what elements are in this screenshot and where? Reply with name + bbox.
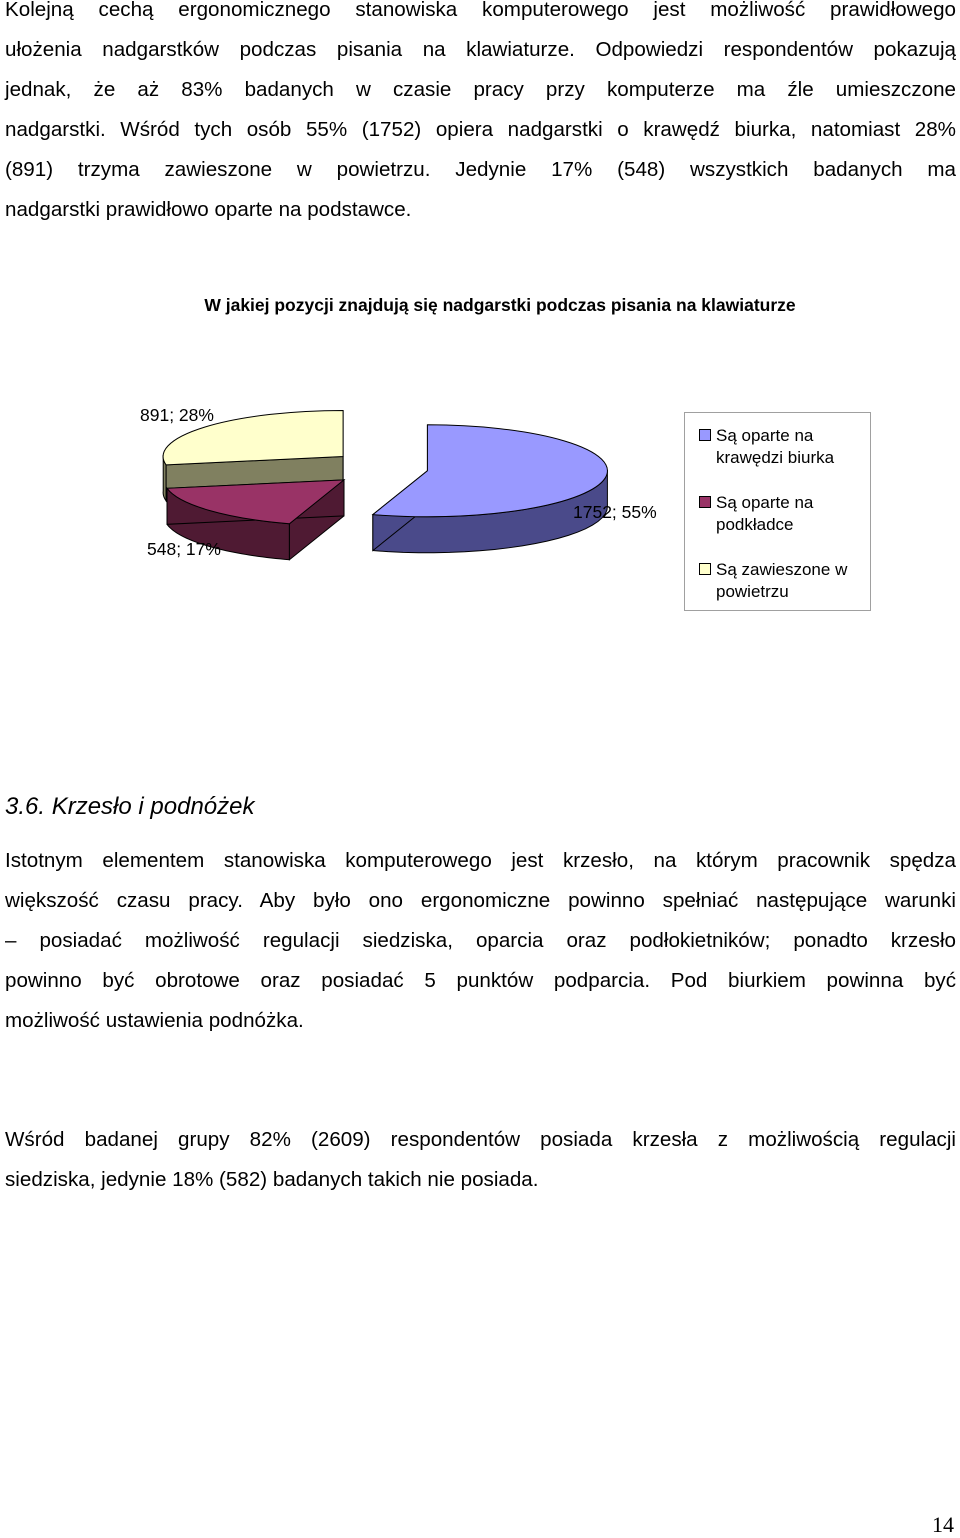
text-line: nadgarstki. Wśród tych osób 55% (1752) opiera nadgarstki o krawędź biurka, natomiast 28% xyxy=(5,118,956,141)
chart-title: W jakiej pozycji znajdują się nadgarstki podczas pisania na klawiaturze xyxy=(204,295,796,315)
text-line: ułożenia nadgarstków podczas pisania na klawiaturze. Odpowiedzi respondentów pokazują xyxy=(5,38,956,61)
text-line: (891) trzyma zawieszone w powietrzu. Jedynie 17% (548) wszystkich badanych ma xyxy=(5,158,956,181)
text-line: Istotnym elementem stanowiska komputerowego jest krzesło, na którym pracownik spędza xyxy=(5,849,956,872)
legend-label: Są oparte na krawędzi biurka xyxy=(716,426,835,467)
text-line: większość czasu pracy. Aby było ono ergonomiczne powinno spełniać następujące warunki xyxy=(5,889,956,912)
legend-swatch xyxy=(699,429,711,441)
page-number: 14 xyxy=(932,1512,954,1537)
text-line: – posiadać możliwość regulacji siedziska, oparcia oraz podłokietników; ponadto krzesło xyxy=(5,929,956,952)
data-label-desk-edge: 1752; 55% xyxy=(573,502,657,522)
legend-swatch xyxy=(699,563,711,575)
legend-label: Są oparte na podkładce xyxy=(716,493,814,534)
text-line: jednak, że aż 83% badanych w czasie pracy przy komputerze ma źle umieszczone xyxy=(5,78,956,101)
text-line: możliwość ustawienia podnóżka. xyxy=(5,1009,304,1032)
legend-swatch xyxy=(699,496,711,508)
text-line: siedziska, jedynie 18% (582) badanych takich nie posiada. xyxy=(5,1168,539,1191)
slice-desk-edge xyxy=(373,425,608,553)
text-line: powinno być obrotowe oraz posiadać 5 punktów podparcia. Pod biurkiem powinna być xyxy=(5,969,956,992)
text-line: Kolejną cechą ergonomicznego stanowiska komputerowego jest możliwość prawidłowego xyxy=(5,0,956,21)
paragraph-chair-survey xyxy=(5,1120,956,1200)
data-label-suspended: 891; 28% xyxy=(140,405,214,425)
data-label-pad: 548; 17% xyxy=(147,539,221,559)
section-heading: 3.6. Krzesło i podnóżek xyxy=(5,793,255,820)
text-line: Wśród badanej grupy 82% (2609) respondentów posiada krzesła z możliwością regulacji xyxy=(5,1128,956,1151)
chart-legend xyxy=(684,412,871,611)
text-line: nadgarstki prawidłowo oparte na podstawce. xyxy=(5,198,412,221)
paragraph-chair xyxy=(5,841,956,1041)
legend-label: Są zawieszone w powietrzu xyxy=(716,560,848,601)
pie-chart xyxy=(0,0,960,760)
